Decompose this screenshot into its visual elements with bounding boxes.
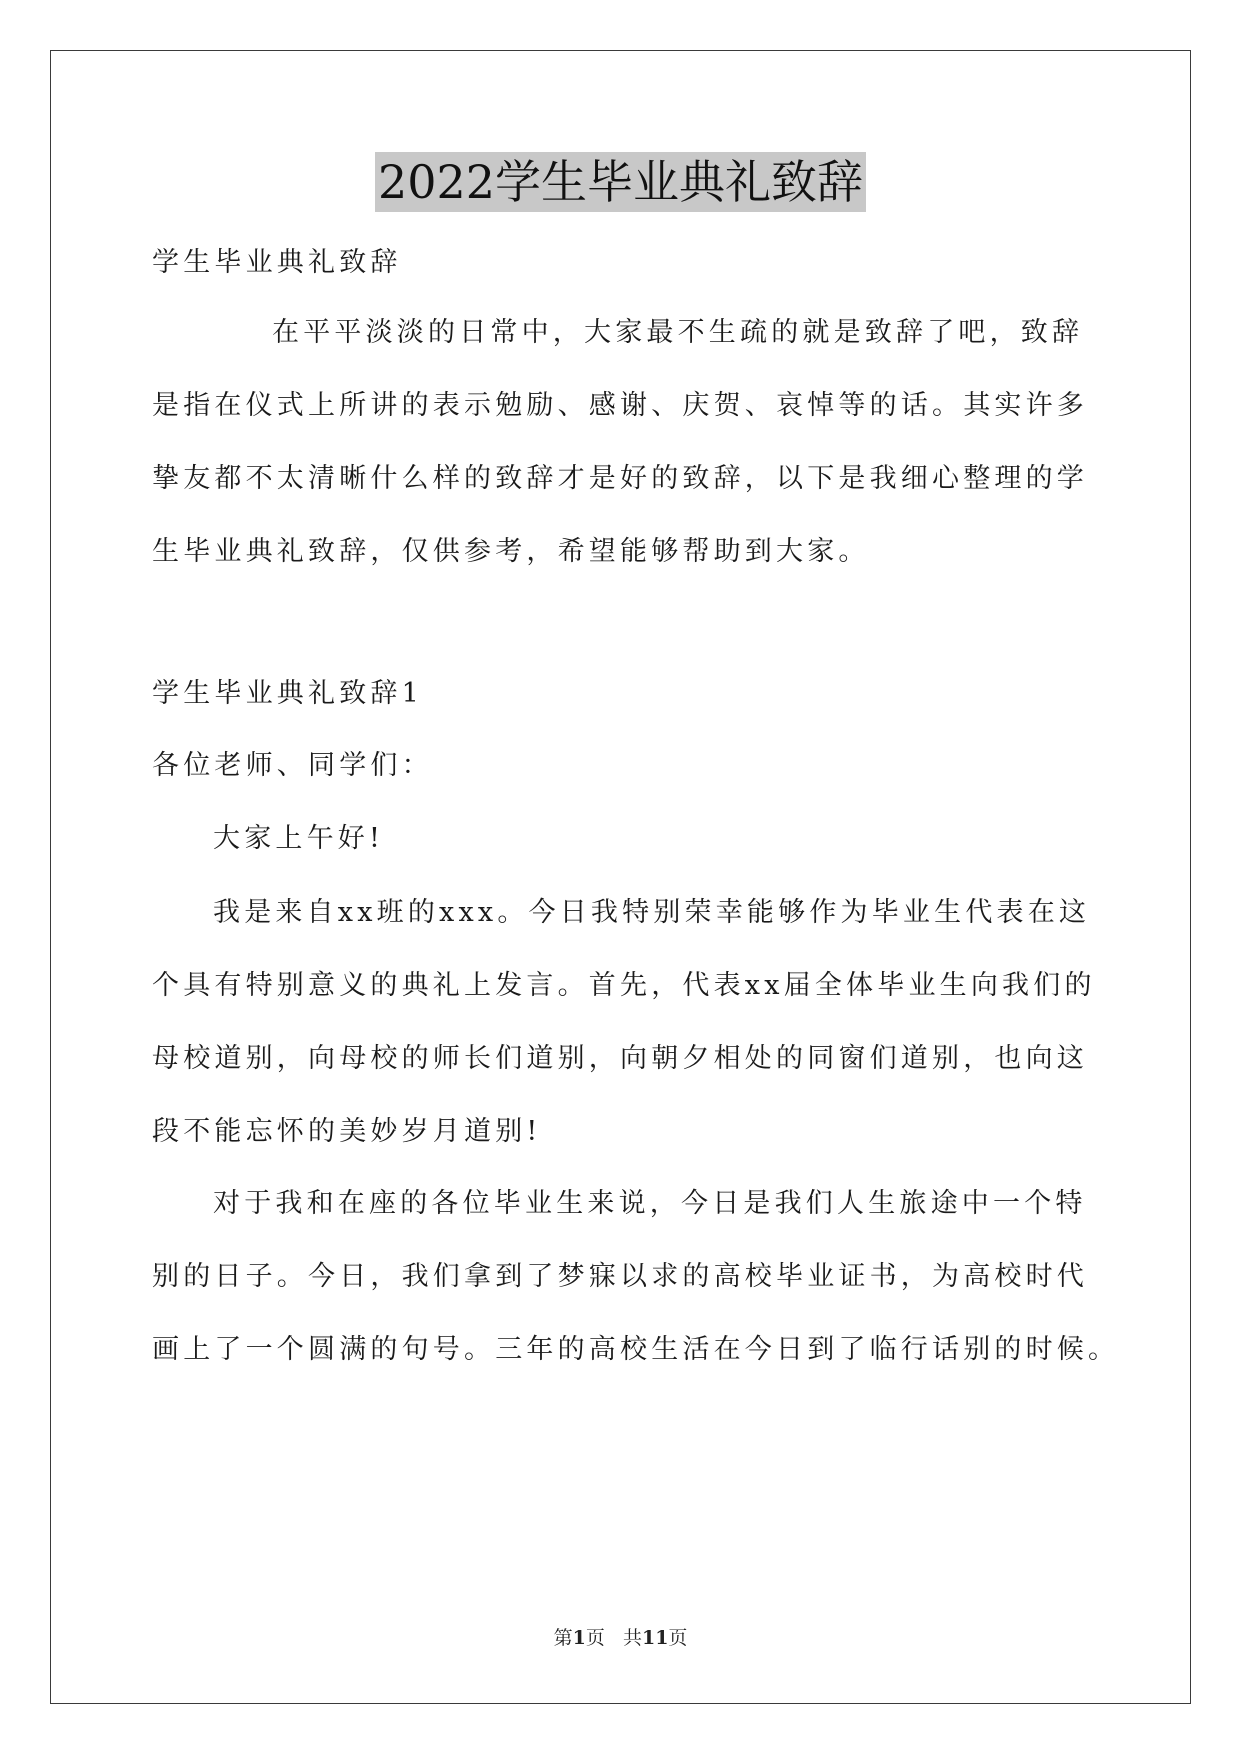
footer-page-number: 1 — [572, 1627, 586, 1649]
salutation: 各位老师、同学们： — [152, 750, 433, 781]
document-subtitle: 学生毕业典礼致辞 — [152, 247, 402, 278]
intro-line-3: 挚友都不太清晰什么样的致辞才是好的致辞，以下是我细心整理的学 — [152, 463, 1088, 494]
para2-line-3: 画上了一个圆满的句号。三年的高校生活在今日到了临行话别的时候。 — [152, 1334, 1120, 1365]
greeting: 大家上午好! — [213, 823, 385, 854]
intro-line-4: 生毕业典礼致辞，仅供参考，希望能够帮助到大家。 — [152, 536, 870, 567]
para1-line-3: 母校道别，向母校的师长们道别，向朝夕相处的同窗们道别，也向这 — [152, 1043, 1088, 1074]
intro-line-1: 在平平淡淡的日常中，大家最不生疏的就是致辞了吧，致辞 — [272, 317, 1084, 348]
para1-line-1: 我是来自xx班的xxx。今日我特别荣幸能够作为毕业生代表在这 — [213, 897, 1091, 928]
para1-line-4: 段不能忘怀的美妙岁月道别! — [152, 1116, 542, 1147]
footer-prefix: 第 — [553, 1627, 573, 1649]
footer-total-prefix: 共 — [622, 1627, 642, 1649]
footer-total-pages: 11 — [641, 1627, 669, 1649]
para2-line-2: 别的日子。今日，我们拿到了梦寐以求的高校毕业证书，为高校时代 — [152, 1261, 1088, 1292]
footer-page-suffix: 页 — [585, 1627, 605, 1649]
page-border — [50, 50, 1191, 1704]
footer-total-suffix: 页 — [668, 1627, 688, 1649]
para2-line-1: 对于我和在座的各位毕业生来说，今日是我们人生旅途中一个特 — [213, 1188, 1087, 1219]
section-heading: 学生毕业典礼致辞1 — [152, 678, 423, 709]
document-title: 2022学生毕业典礼致辞 — [375, 152, 866, 212]
page-footer — [0, 1626, 1241, 1650]
para1-line-2: 个具有特别意义的典礼上发言。首先，代表xx届全体毕业生向我们的 — [152, 970, 1096, 1001]
intro-line-2: 是指在仪式上所讲的表示勉励、感谢、庆贺、哀悼等的话。其实许多 — [152, 390, 1088, 421]
